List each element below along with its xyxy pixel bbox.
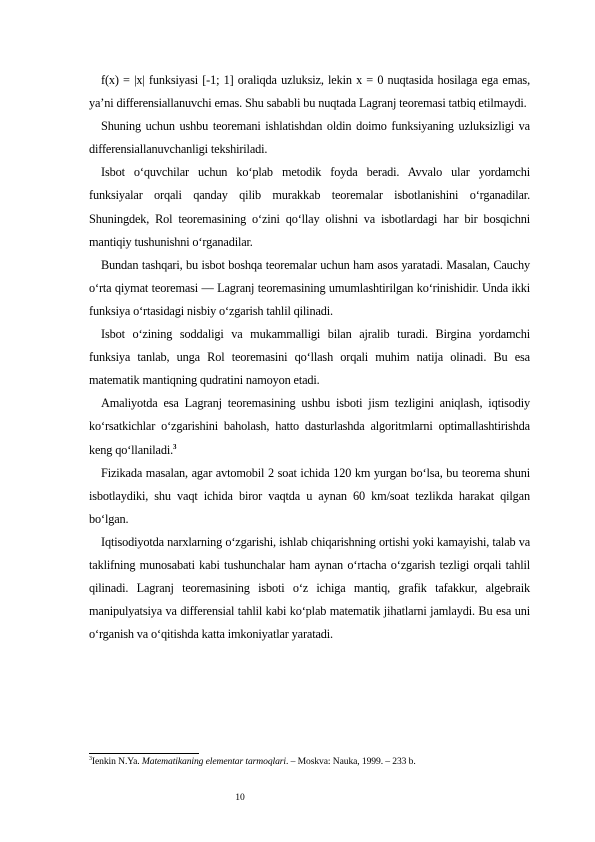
footnote-title: Matematikaning elementar tarmoqlari	[141, 756, 286, 767]
paragraph-7: Fizikada masalan, agar avtomobil 2 soat ichida 120 km yurgan bo‘lsa, bu teorema shuni isbotlaydiki, shu vaqt ichida biror vaqtda u aynan 60 km/soat tezlikda harakat qilgan bo‘lgan.	[89, 465, 530, 526]
paragraph-4: Bundan tashqari, bu isbot boshqa teoremalar uchun ham asos yaratadi. Masalan, Cauchy o‘rta qiymat teoremasi — Lagranj teoremasining umumlashtirilgan ko‘rinishidir. Unda ikki funksiya o‘rtasidagi nisbiy o‘zgarish tahlil qilinadi.	[89, 257, 530, 318]
footnote-divider	[89, 753, 199, 754]
paragraph-6-text: Amaliyotda esa Lagranj teoremasining ushbu isboti jism tezligini aniqlash, iqtisodiy ko‘rsatkichlar o‘zgarishini baholash, hatto dasturlashda algoritmlarni optimallashtirishda keng qo‘llaniladi.	[89, 396, 530, 457]
paragraph-8: Iqtisodiyotda narxlarning o‘zgarishi, ishlab chiqarishning ortishi yoki kamayishi, talab va taklifning munosabati kabi tushunchalar ham aynan o‘rtacha o‘zgarish tezligi orqali tahlil qilinadi. Lagranj teoremasining isboti o‘z ichiga mantiq, grafik tafakkur, algebraik manipulyatsiya va differensial tahlil kabi ko‘plab matematik jihatlarni jamlaydi. Bu esa uni o‘rganish va o‘qitishda katta imkoniyatlar yaratadi.	[89, 534, 530, 642]
footnote-reference[interactable]: 3	[173, 442, 177, 451]
paragraph-3: Isbot o‘quvchilar uchun ko‘plab metodik foyda beradi. Avvalo ular yordamchi funksiyalar orqali qanday qilib murakkab teoremalar isbotlanishini o‘rganadilar. Shuningdek, Rol teoremasining o‘zini qo‘llay olishni va isbotlardagi har bir bosqichni mantiqiy tushunishni o‘rganadilar.	[89, 165, 530, 249]
page-number: 10	[235, 792, 245, 803]
paragraph-2: Shuning uchun ushbu teoremani ishlatishdan oldin doimo funksiyaning uzluksizligi va differensiallanuvchanligi tekshiriladi.	[89, 119, 530, 157]
page-body	[89, 69, 530, 646]
footnote	[89, 755, 530, 768]
paragraph-5: Isbot o‘zining soddaligi va mukammalligi bilan ajralib turadi. Birgina yordamchi funksiya tanlab, unga Rol teoremasini qo‘llash orqali muhim natija olinadi. Bu esa matematik mantiqning qudratini namoyon etadi.	[89, 327, 530, 388]
footnote-author: Ienkin N.Ya.	[91, 756, 142, 767]
paragraph-6	[89, 392, 530, 461]
footnote-publication: . – Moskva: Nauka, 1999. – 233 b.	[286, 756, 416, 767]
paragraph-1: f(x) = |x| funksiyasi [-1; 1] oraliqda uzluksiz, lekin x = 0 nuqtasida hosilaga ega emas, ya’ni differensiallanuvchi emas. Shu sababli bu nuqtada Lagranj teoremasi tatbiq etilmaydi.	[89, 73, 530, 111]
footnote-number: 3	[89, 755, 92, 762]
